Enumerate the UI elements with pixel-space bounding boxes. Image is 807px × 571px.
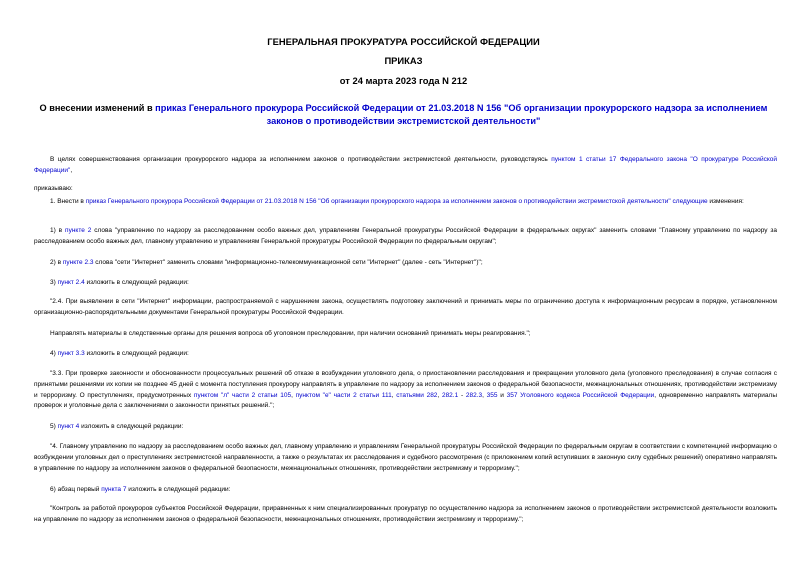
text-segment: изложить в следующей редакции:: [84, 350, 189, 357]
text-segment: изложить в следующей редакции:: [79, 423, 184, 430]
paragraph-subitem-5: [34, 422, 777, 433]
text-segment: ,: [70, 166, 73, 174]
text-segment: 3): [50, 279, 58, 286]
paragraph-item-1: [34, 197, 777, 208]
text-segment: изменения:: [707, 198, 744, 205]
text-segment: 4): [50, 350, 58, 357]
text-segment: В целях совершенствования организации прокурорского надзора за исполнением законов о противодействии экстремистской деятельности, руководствуясь: [50, 156, 552, 163]
text-segment: "4. Главному управлению по надзору за расследованием особо важных дел, главному управлению и управлениям Генеральной прокуратуры Российской Федерации по федеральным округам в соответствии с компетенцией информацию о возбуждении уголовных дел о преступлениях экстремистской направленности, а также о результатах их расследования и судебного рассмотрения (с приложением копий вступивших в законную силу судебных решений) оперативно направлять в управление по надзору за исполнением законов о федеральной безопасности, межнациональных отношениях, противодействии экстремизму и терроризму.";: [34, 443, 777, 472]
paragraph-preamble: [34, 155, 777, 177]
paragraph-order-word: [34, 184, 777, 195]
point-2-3-link[interactable]: пункте 2.3: [62, 259, 94, 266]
order-156-link[interactable]: приказ Генерального прокурора Российской Федерации от 21.03.2018 N 156 "Об организации прокурорского надзора за исполнением законов о противодействии экстремистской деятельности": [85, 198, 671, 205]
text-segment: "Контроль за работой прокуроров субъектов Российской Федерации, приравненных к ним специализированных прокуратур по осуществлению надзора за исполнением законов о противодействии экстремистской деятельности возложить на управление по надзору за исполнением законов о федеральной безопасности, межнациональных отношениях, противодействии экстремизму и терроризму.";: [34, 505, 777, 523]
point-7-link[interactable]: пункта 7: [101, 486, 127, 493]
paragraph-subitem-3: [34, 278, 777, 289]
paragraph-subitem-1: [34, 226, 777, 248]
paragraph-quote-4: [34, 442, 777, 474]
document-title: [22, 102, 785, 127]
paragraph-subitem-2: [34, 258, 777, 269]
text-segment: 1) в: [50, 227, 66, 234]
paragraph-subitem-6: [34, 485, 777, 496]
text-segment: ,: [482, 391, 487, 399]
text-segment: ,: [291, 391, 296, 399]
point-2-link[interactable]: пункте 2: [65, 227, 92, 234]
text-segment: 2) в: [50, 259, 63, 266]
point-2-4-link[interactable]: пункт 2.4: [57, 279, 85, 286]
point-3-3-link[interactable]: пункт 3.3: [57, 350, 85, 357]
article-282-1-link[interactable]: 282.1: [441, 391, 459, 399]
text-segment: "2.4. При выявлении в сети "Интернет" информации, распространяемой с нарушением закона, осуществлять подготовку заключений и принимать меры по ограничению доступа к информационным ресурсам в порядке, установленном организационно-распорядительными документами Генеральной прокуратуры Российской Федерации.: [34, 298, 777, 316]
paragraph-subitem-4: [34, 349, 777, 360]
text-segment: изложить в следующей редакции:: [126, 486, 231, 493]
org-heading: ГЕНЕРАЛЬНАЯ ПРОКУРАТУРА РОССИЙСКОЙ ФЕДЕРАЦИИ: [267, 36, 540, 47]
doc-date-heading: от 24 марта 2023 года N 212: [339, 75, 468, 86]
text-segment: слова "сети "Интернет" заменить словами "информационно-телекоммуникационной сети "Интернет" (далее - сеть "Интернет")";: [93, 259, 483, 266]
text-segment: слова "управлению по надзору за расследованием особо важных дел, управлениям Генеральной прокуратуры Российской Федерации в федеральных округах" заменить словами "Главному управлению по надзору за расследованием особо важных дел, главному управлению и управлениям Генеральной прокуратуры Российской Федерации по федеральным округам";: [34, 227, 777, 245]
title-prefix: О внесении изменений в: [39, 103, 156, 113]
text-segment: Направлять материалы в следственные органы для решения вопроса об уголовном преследовании, при наличии оснований принимать меры реагирования.";: [50, 330, 531, 337]
criminal-code-link[interactable]: 357 Уголовного кодекса Российской Федерации: [506, 391, 655, 399]
paragraph-quote-2-4: [34, 297, 777, 319]
text-segment: 5): [50, 423, 58, 430]
text-segment: ,: [391, 391, 397, 399]
doc-type-heading: ПРИКАЗ: [384, 55, 423, 66]
article-111-link[interactable]: пунктом "е" части 2 статьи 111: [295, 391, 392, 399]
following-changes-link[interactable]: следующие: [672, 198, 708, 205]
article-355-link[interactable]: 355: [486, 391, 498, 399]
paragraph-quote-3-3: [34, 369, 777, 412]
article-282-3-link[interactable]: 282.3: [465, 391, 483, 399]
text-segment: -: [458, 391, 466, 399]
text-segment: 6) абзац первый: [50, 486, 102, 493]
text-segment: "3.3. При проверке законности и обоснованности процессуальных решений об отказе в возбуждении уголовного дела, о приостановлении расследования и прекращении уголовного дела (уголовного преследования) в случае согласия с принятыми решениями их копии не позднее 45 дней с момента поступления прокурору направлять в управление по надзору за исполнением законов о федеральной безопасности, межнациональных отношениях, противодействии экстремизму и терроризму. О преступлениях, предусмотренных: [34, 370, 777, 399]
point-4-link[interactable]: пункт 4: [57, 423, 80, 430]
paragraph-quote-2-4-cont: [34, 329, 777, 340]
law-article-link[interactable]: пунктом 1 статьи 17 Федерального закона "О прокуратуре Российской Федерации": [34, 156, 777, 174]
text-segment: , одновременно направлять материалы проверок и уголовные дела с заключениями о законности принятых решений.";: [34, 391, 777, 410]
text-segment: и: [497, 391, 507, 399]
text-segment: ,: [437, 391, 442, 399]
paragraph-quote-7: [34, 504, 777, 526]
article-105-link[interactable]: пунктом "л" части 2 статьи 105: [193, 391, 292, 399]
article-282-link[interactable]: статьями 282: [396, 391, 438, 399]
text-segment: 1. Внести в: [50, 198, 86, 205]
text-segment: приказываю:: [34, 185, 73, 192]
text-segment: изложить в следующей редакции:: [84, 279, 189, 286]
title-order-link[interactable]: приказ Генерального прокурора Российской Федерации от 21.03.2018 N 156 "Об организации прокурорского надзора за исполнением законов о противодействии экстремистской деятельности": [155, 103, 768, 126]
